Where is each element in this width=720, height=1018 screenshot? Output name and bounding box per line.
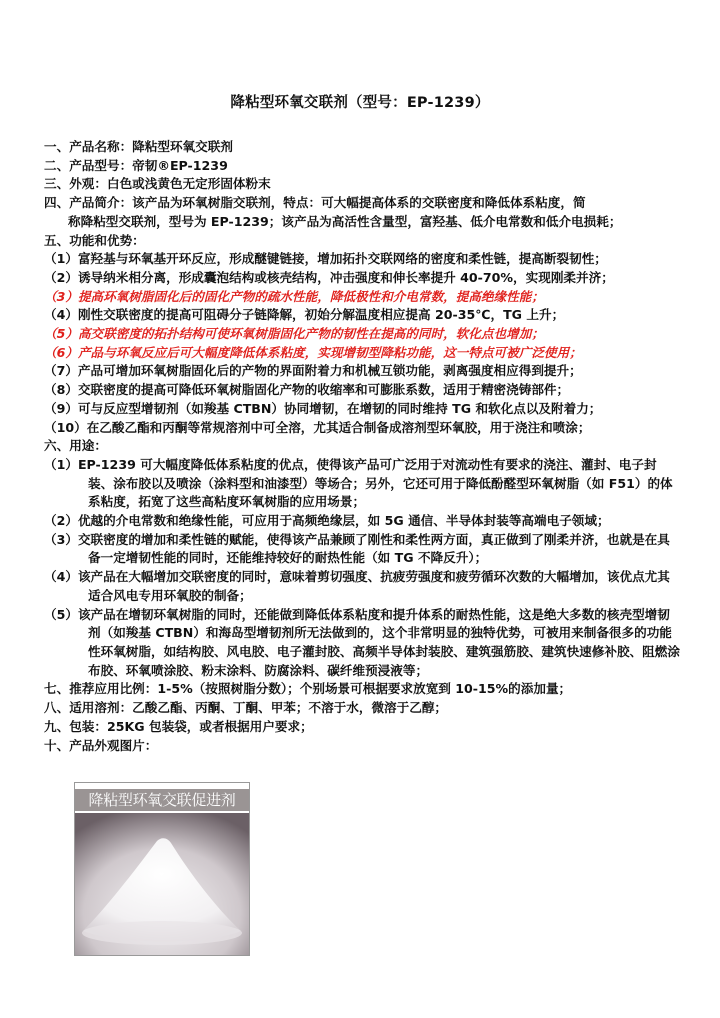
document-body <box>44 138 680 755</box>
uses-heading: 六、用途： <box>44 438 107 454</box>
use-item: （4）该产品在大幅增加交联密度的同时，意味着剪切强度、抗疲劳强度和疲劳循环次数的大幅增加，该优点尤其适合风电专用环氧胶的制备； <box>44 569 670 603</box>
product-model-line: 二、产品型号：帝韧®EP-1239 <box>44 157 228 173</box>
solvent-line: 八、适用溶剂：乙酸乙酯、丙酮、丁酮、甲苯；不溶于水，微溶于乙醇； <box>44 700 447 716</box>
feature-item-highlight: （5）高交联密度的拓扑结构可使环氧树脂固化产物的韧性在提高的同时，软化点也增加； <box>44 326 544 342</box>
feature-item: （7）产品可增加环氧树脂固化后的产物的界面附着力和机械互锁功能，剥离强度相应得到提升； <box>44 363 582 379</box>
powder-pile-icon <box>75 813 249 955</box>
feature-item: （10）在乙酸乙酯和丙酮等常规溶剂中可全溶，尤其适合制备成溶剂型环氧胶，用于浇注和喷涂； <box>44 419 591 435</box>
feature-item: （2）诱导纳米相分离，形成囊泡结构或核壳结构，冲击强度和伸长率提升 40-70%，实现刚柔并济； <box>44 269 614 285</box>
feature-item: （9）可与反应型增韧剂（如羧基 CTBN）协同增韧，在增韧的同时维持 TG 和软化点以及附着力； <box>44 400 602 416</box>
feature-item-highlight: （3）提高环氧树脂固化后的固化产物的疏水性能，降低极性和介电常数，提高绝缘性能； <box>44 288 544 304</box>
photo-label: 降粘型环氧交联促进剂 <box>75 789 249 811</box>
photo-heading: 十、产品外观图片： <box>44 737 158 753</box>
features-heading: 五、功能和优势： <box>44 232 145 248</box>
packaging-line: 九、包装：25KG 包装袋，或者根据用户要求； <box>44 718 313 734</box>
feature-item-highlight: （6）产品与环氧反应后可大幅度降低体系粘度，实现增韧型降粘功能，这一特点可被广泛使用； <box>44 344 582 360</box>
ratio-line: 七、推荐应用比例：1-5%（按照树脂分数）；个别场景可根据要求放宽到 10-15%的添加量； <box>44 681 572 697</box>
product-name-line: 一、产品名称：降粘型环氧交联剂 <box>44 139 233 154</box>
feature-item: （1）富羟基与环氧基开环反应，形成醚键链接，增加拓扑交联网络的密度和柔性链，提高断裂韧性； <box>44 251 607 267</box>
feature-item: （8）交联密度的提高可降低环氧树脂固化产物的收缩率和可膨胀系数，适用于精密浇铸部件； <box>44 382 570 398</box>
intro-continuation-line: 称降粘型交联剂，型号为 EP-1239；该产品为高活性含量型，富羟基、低介电常数和低介电损耗； <box>68 213 622 229</box>
feature-item: （4）刚性交联密度的提高可阻碍分子链降解，初始分解温度相应提高 20-35℃，TG 上升； <box>44 307 565 323</box>
appearance-line: 三、外观：白色或浅黄色无定形固体粉末 <box>44 176 271 192</box>
use-item: （1）EP-1239 可大幅度降低体系粘度的优点，使得该产品可广泛用于对流动性有要求的浇注、灌封、电子封装、涂布胶以及喷涂（涂料型和油漆型）等场合；另外，它还可用于降低酚醛型环氧树脂（如 F51）的体系粘度，拓宽了这些高粘度环氧树脂的应用场景； <box>44 456 673 510</box>
use-item: （5）该产品在增韧环氧树脂的同时，还能做到降低体系粘度和提升体系的耐热性能，这是绝大多数的核壳型增韧剂（如羧基 CTBN）和海岛型增韧剂所无法做到的，这个非常明显的独特优势，可被用来制备很多的功能性环氧树脂，如结构胶、风电胶、电子灌封胶、高频半导体封装胶、建筑强筋胶、建筑快速修补胶、阻燃涂布胶、环氧喷涂胶、粉末涂料、防腐涂料、碳纤维预浸液等； <box>44 606 680 678</box>
use-item: （2）优越的介电常数和绝缘性能，可应用于高频绝缘层，如 5G 通信、半导体封装等高端电子领域； <box>44 513 610 529</box>
intro-line: 四、产品简介：该产品为环氧树脂交联剂，特点：可大幅提高体系的交联密度和降低体系粘度，简 <box>44 195 586 211</box>
use-item: （3）交联密度的增加和柔性链的赋能，使得该产品兼顾了刚性和柔性两方面，真正做到了刚柔并济，也就是在具备一定增韧性能的同时，还能维持较好的耐热性能（如 TG 不降反升）； <box>44 531 670 566</box>
product-photo <box>74 782 250 956</box>
document-title: 降粘型环氧交联剂（型号：EP-1239） <box>230 95 490 111</box>
